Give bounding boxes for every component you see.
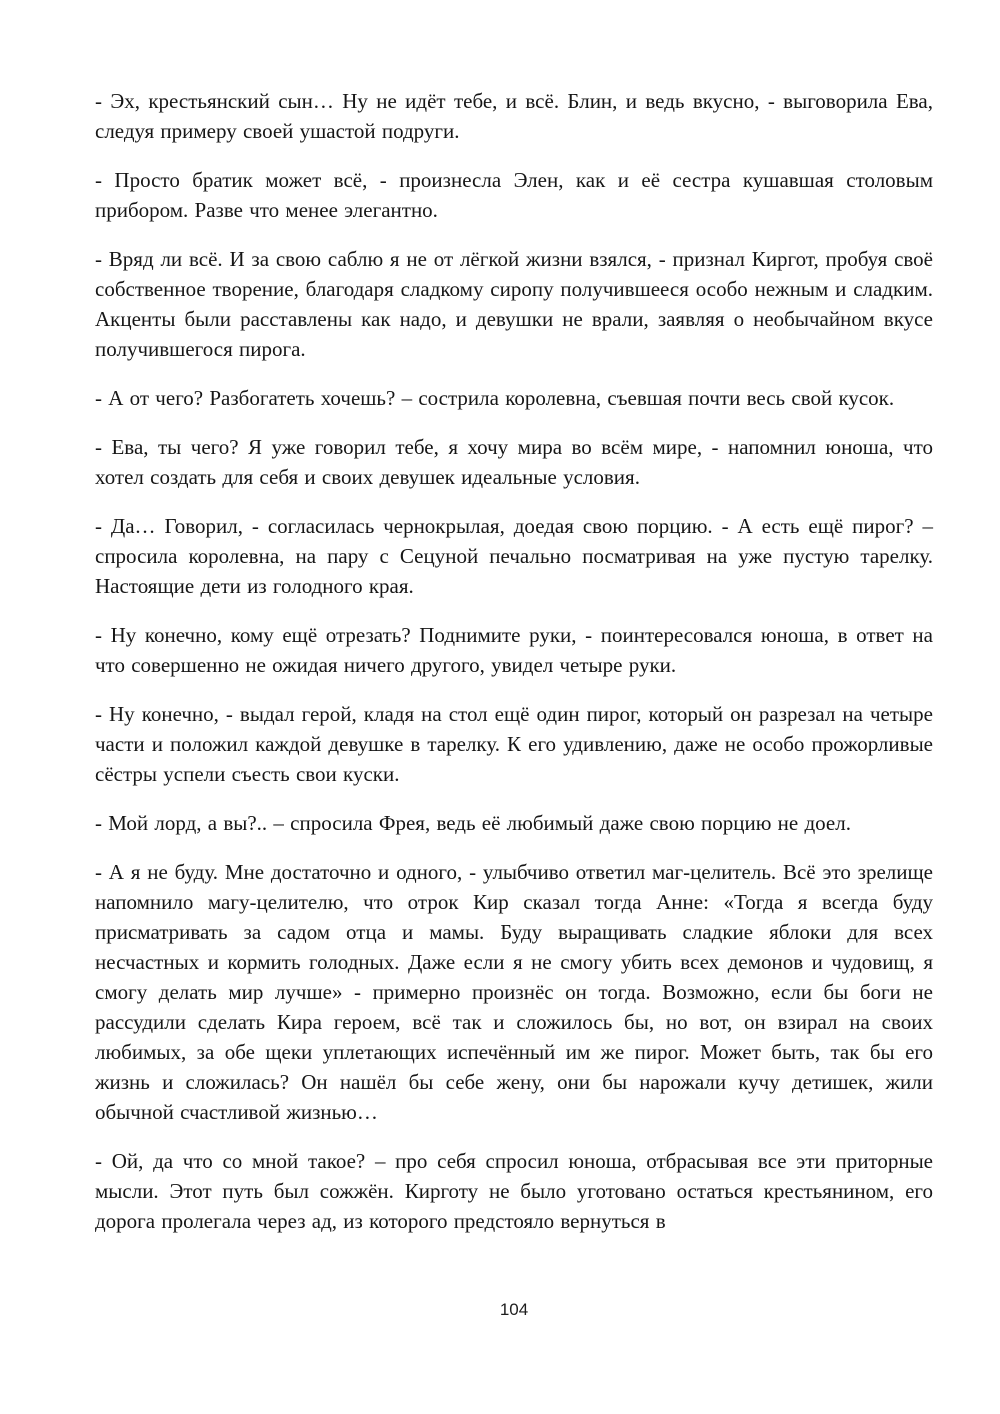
paragraph: - Ой, да что со мной такое? – про себя спросил юноша, отбрасывая все эти приторные мысли. Этот путь был сожжён. Кирготу не было уготовано остаться крестьянином, его дорога пролегала через ад, из которого предстояло вернуться в bbox=[95, 1149, 933, 1233]
paragraph: - А от чего? Разбогатеть хочешь? – сострила королевна, съевшая почти весь свой кусок. bbox=[95, 386, 895, 410]
text-column bbox=[95, 86, 933, 1255]
paragraph: - Вряд ли всё. И за свою саблю я не от лёгкой жизни взялся, - признал Киргот, пробуя своё собственное творение, благодаря сладкому сиропу получившееся особо нежным и сладким. Акценты были расставлены как надо, и девушки не врали, заявляя о необычайном вкусе получившегося пирога. bbox=[95, 247, 933, 361]
paragraph: - Ну конечно, - выдал герой, кладя на стол ещё один пирог, который он разрезал на четыре части и положил каждой девушке в тарелку. К его удивлению, даже не особо прожорливые сёстры успели съесть свои куски. bbox=[95, 702, 933, 786]
paragraph: - Ева, ты чего? Я уже говорил тебе, я хочу мира во всём мире, - напомнил юноша, что хотел создать для себя и своих девушек идеальные условия. bbox=[95, 435, 933, 489]
paragraph: - Да… Говорил, - согласилась чернокрылая, доедая свою порцию. - А есть ещё пирог? – спросила королевна, на пару с Сецуной печально посматривая на уже пустую тарелку. Настоящие дети из голодного края. bbox=[95, 514, 933, 598]
paragraph: - Эх, крестьянский сын… Ну не идёт тебе, и всё. Блин, и ведь вкусно, - выговорила Ева, следуя примеру своей ушастой подруги. bbox=[95, 89, 933, 143]
paragraph: - Мой лорд, а вы?.. – спросила Фрея, ведь её любимый даже свою порцию не доел. bbox=[95, 811, 851, 835]
paragraph: - А я не буду. Мне достаточно и одного, - улыбчиво ответил маг-целитель. Всё это зрелище напомнило магу-целителю, что отрок Кир сказал тогда Анне: «Тогда я всегда буду присматривать за садом отца и мамы. Буду выращивать сладкие яблоки для всех несчастных и кормить голодных. Даже если я не смогу убить всех демонов и чудовищ, я смогу делать мир лучше» - примерно произнёс он тогда. Возможно, если бы боги не рассудили сделать Кира героем, всё так и сложилось бы, но вот, он взирал на своих любимых, за обе щеки уплетающих испечённый им же пирог. Может быть, так бы его жизнь и сложилась? Он нашёл бы себе жену, они бы нарожали кучу детишек, жили обычной счастливой жизнью… bbox=[95, 860, 933, 1124]
page-number: 104 bbox=[499, 1300, 529, 1319]
paragraph: - Просто братик может всё, - произнесла Элен, как и её сестра кушавшая столовым прибором. Разве что менее элегантно. bbox=[95, 168, 933, 222]
paragraph: - Ну конечно, кому ещё отрезать? Поднимите руки, - поинтересовался юноша, в ответ на что совершенно не ожидая ничего другого, увидел четыре руки. bbox=[95, 623, 933, 677]
